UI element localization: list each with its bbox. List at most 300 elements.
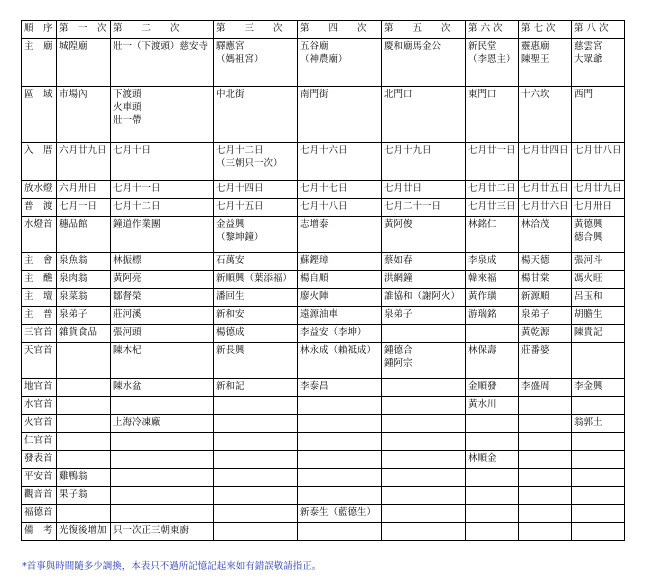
table-cell [298, 181, 382, 199]
cell-text: 黃作璜 [468, 291, 497, 302]
table-cell [298, 253, 382, 271]
table-row [22, 325, 625, 343]
cell-text: 七月十四日 [216, 183, 264, 194]
table-cell [519, 523, 572, 541]
cell-text: 七月廿九日 [574, 183, 622, 194]
cell-text: 東門口 [468, 89, 497, 100]
table-row [22, 217, 625, 253]
table-cell [57, 199, 111, 217]
column-header: 第 五 次 [382, 21, 466, 39]
table-cell [466, 87, 519, 143]
cell-text: 林保壽 [468, 345, 497, 356]
table-row [22, 289, 625, 307]
table-cell [57, 343, 111, 379]
cell-text: 黃乾源 [521, 327, 550, 338]
cell-text: 鄒督榮 [113, 291, 142, 302]
table-cell [214, 505, 298, 523]
table-cell [519, 87, 572, 143]
cell-text: 黃水川 [468, 399, 497, 410]
table-row [22, 343, 625, 379]
table-cell [382, 469, 466, 487]
cell-text: 金益興 [216, 219, 245, 230]
cell-text: 七月廿四日 [521, 145, 569, 156]
table-cell [466, 523, 519, 541]
table-row [22, 199, 625, 217]
table-cell [298, 87, 382, 143]
cell-text: 七月廿日 [384, 183, 423, 194]
column-header: 第 一 次 [57, 21, 111, 39]
cell-text: 韓來福 [468, 273, 497, 284]
cell-text: 泉弟子 [384, 309, 413, 320]
table-row [22, 87, 625, 143]
cell-text: 翁郭土 [574, 417, 603, 428]
table-cell [382, 505, 466, 523]
cell-text: 地官首 [24, 381, 53, 392]
cell-text: 備 考 [24, 525, 53, 536]
table-cell [111, 199, 214, 217]
cell-text: 七月廿二日 [468, 183, 516, 194]
cell-text: 李金興 [574, 381, 603, 392]
table-cell [298, 217, 382, 253]
table-cell [57, 253, 111, 271]
cell-text: 新長興 [216, 345, 245, 356]
row-label-cell [22, 487, 57, 505]
cell-text: （三朝只一次） [216, 158, 283, 169]
cell-text: （神農廟） [300, 54, 348, 65]
cell-text: 普 渡 [24, 201, 53, 212]
table-cell [214, 217, 298, 253]
table-cell [572, 217, 625, 253]
table-cell [214, 487, 298, 505]
cell-text: 雜貨食品 [59, 327, 98, 338]
table-cell [111, 253, 214, 271]
table-cell [214, 451, 298, 469]
table-cell [572, 469, 625, 487]
cell-text: 主 廟 [24, 41, 53, 52]
table-cell [519, 217, 572, 253]
table-cell [57, 217, 111, 253]
cell-text: 七月十二日 [113, 201, 161, 212]
table-cell [466, 487, 519, 505]
cell-text: 陳貴記 [574, 327, 603, 338]
cell-text: 林銘仁 [468, 219, 497, 230]
cell-text: 七月十五日 [216, 201, 264, 212]
table-row [22, 451, 625, 469]
table-cell [382, 325, 466, 343]
table-cell [382, 271, 466, 289]
cell-text: 潘回生 [216, 291, 245, 302]
table-cell [519, 397, 572, 415]
table-cell [572, 271, 625, 289]
cell-text: 黃德興 [574, 219, 603, 230]
table-cell [519, 325, 572, 343]
cell-text: 仁官首 [24, 435, 53, 446]
table-cell [519, 487, 572, 505]
table-row [22, 271, 625, 289]
table-cell [214, 39, 298, 87]
table-cell [519, 143, 572, 181]
table-cell [382, 289, 466, 307]
table-cell [111, 181, 214, 199]
cell-text: 壯一（下渡頭）慈安寺 [113, 41, 209, 52]
row-label-cell [22, 181, 57, 199]
cell-text: 泉魚翁 [59, 255, 88, 266]
table-cell [466, 307, 519, 325]
table-cell [466, 271, 519, 289]
table-cell [57, 379, 111, 397]
cell-text: 七月十二日 [216, 145, 264, 156]
table-cell [111, 343, 214, 379]
table-cell [519, 289, 572, 307]
cell-text: 泉弟子 [521, 309, 550, 320]
cell-text: 黃阿亮 [113, 273, 142, 284]
cell-text: 北門口 [384, 89, 413, 100]
table-cell [298, 523, 382, 541]
cell-text: 六月廿九日 [59, 145, 107, 156]
cell-text: 壯一帶 [113, 115, 142, 126]
cell-text: 七月十七日 [300, 183, 348, 194]
table-cell [57, 271, 111, 289]
table-cell [298, 397, 382, 415]
table-cell [382, 523, 466, 541]
table-cell [466, 253, 519, 271]
table-cell [572, 253, 625, 271]
cell-text: 七月二十一日 [384, 201, 442, 212]
column-header: 順 序 [22, 21, 57, 39]
cell-text: 穗品館 [59, 219, 88, 230]
row-label-cell [22, 451, 57, 469]
table-cell [519, 253, 572, 271]
table-cell [214, 271, 298, 289]
table-cell [466, 415, 519, 433]
table-cell [466, 143, 519, 181]
table-cell [111, 271, 214, 289]
table-cell [466, 39, 519, 87]
cell-text: 三官首 [24, 327, 53, 338]
row-label-cell [22, 343, 57, 379]
table-cell [572, 433, 625, 451]
cell-text: 七月十日 [113, 145, 152, 156]
table-cell [466, 433, 519, 451]
cell-text: 莊河溪 [113, 309, 142, 320]
cell-text: 西門 [574, 89, 594, 100]
cell-text: 馮火旺 [574, 273, 603, 284]
table-cell [519, 415, 572, 433]
table-cell [382, 39, 466, 87]
table-row [22, 505, 625, 523]
cell-text: 石萬安 [216, 255, 245, 266]
cell-text: 楊天德 [521, 255, 550, 266]
table-cell [298, 271, 382, 289]
cell-text: 七月廿一日 [468, 145, 516, 156]
cell-text: 遠源油車 [300, 309, 339, 320]
table-cell [519, 379, 572, 397]
table-cell [572, 505, 625, 523]
table-cell [214, 199, 298, 217]
cell-text: （媽祖宮） [216, 54, 264, 65]
cell-text: 林永成（賴祗成） [300, 345, 377, 356]
table-cell [298, 143, 382, 181]
table-cell [572, 451, 625, 469]
table-cell [466, 343, 519, 379]
cell-text: 七月十一日 [113, 183, 161, 194]
table-cell [466, 451, 519, 469]
table-cell [382, 143, 466, 181]
row-label-cell [22, 217, 57, 253]
cell-text: 洪網鐘 [384, 273, 413, 284]
table-cell [298, 39, 382, 87]
table-cell [57, 397, 111, 415]
row-label-cell [22, 415, 57, 433]
cell-text: 驛應宮 [216, 41, 245, 52]
cell-text: 光復後增加 [59, 525, 107, 536]
table-cell [519, 433, 572, 451]
cell-text: 入 厝 [24, 145, 53, 156]
cell-text: 楊自順 [300, 273, 329, 284]
cell-text: 六月卅日 [59, 183, 98, 194]
cell-text: 志增泰 [300, 219, 329, 230]
table-cell [111, 143, 214, 181]
table-cell [57, 325, 111, 343]
row-label-cell [22, 523, 57, 541]
table-cell [466, 379, 519, 397]
table-cell [519, 271, 572, 289]
cell-text: 張河頭 [113, 327, 142, 338]
cell-text: 李泰昌 [300, 381, 329, 392]
table-cell [57, 415, 111, 433]
table-cell [466, 199, 519, 217]
cell-text: 雞鴨翁 [59, 471, 88, 482]
cell-text: 游瑞銘 [468, 309, 497, 320]
table-cell [298, 199, 382, 217]
cell-text: 火官首 [24, 417, 53, 428]
table-cell [519, 39, 572, 87]
cell-text: 陳水盆 [113, 381, 142, 392]
cell-text: 下渡頭 [113, 89, 142, 100]
table-cell [466, 397, 519, 415]
table-cell [382, 451, 466, 469]
table-cell [214, 181, 298, 199]
cell-text: 大眾爺 [574, 54, 603, 65]
column-header: 第 四 次 [298, 21, 382, 39]
cell-text: 水官首 [24, 399, 53, 410]
table-cell [214, 523, 298, 541]
table-row [22, 143, 625, 181]
table-cell [572, 523, 625, 541]
cell-text: 楊德成 [216, 327, 245, 338]
table-cell [298, 289, 382, 307]
table-cell [382, 415, 466, 433]
table-cell [214, 469, 298, 487]
table-cell [57, 307, 111, 325]
cell-text: 福德首 [24, 507, 53, 518]
table-cell [298, 379, 382, 397]
table-cell [382, 379, 466, 397]
cell-text: 李泉成 [468, 255, 497, 266]
table-row [22, 487, 625, 505]
table-cell [519, 451, 572, 469]
table-body [22, 39, 625, 541]
cell-text: 新民堂 [468, 41, 497, 52]
cell-text: 李益安（李坤） [300, 327, 367, 338]
table-cell [214, 87, 298, 143]
cell-text: 七月十六日 [300, 145, 348, 156]
cell-text: 楊甘棠 [521, 273, 550, 284]
cell-text: 鍾阿宗 [384, 358, 413, 369]
cell-text: 莊番婆 [521, 345, 550, 356]
table-cell [519, 343, 572, 379]
table-cell [111, 217, 214, 253]
cell-text: 市場內 [59, 89, 88, 100]
table-cell [57, 143, 111, 181]
table-cell [111, 487, 214, 505]
header-row [22, 21, 625, 39]
column-header: 第 六 次 [466, 21, 519, 39]
table-cell [214, 253, 298, 271]
cell-text: 七月十八日 [300, 201, 348, 212]
table-cell [382, 343, 466, 379]
table-cell [57, 523, 111, 541]
table-cell [572, 379, 625, 397]
cell-text: 發表首 [24, 453, 53, 464]
table-cell [466, 469, 519, 487]
table-cell [572, 39, 625, 87]
table-cell [57, 487, 111, 505]
row-label-cell [22, 397, 57, 415]
cell-text: 水燈首 [24, 219, 53, 230]
table-cell [382, 217, 466, 253]
table-cell [519, 199, 572, 217]
table-row [22, 523, 625, 541]
table-row [22, 379, 625, 397]
table-cell [572, 307, 625, 325]
table-cell [298, 505, 382, 523]
row-label-cell [22, 271, 57, 289]
cell-text: 七月廿五日 [521, 183, 569, 194]
table-cell [214, 379, 298, 397]
table-cell [519, 469, 572, 487]
table-row [22, 397, 625, 415]
table-cell [382, 433, 466, 451]
cell-text: 金順發 [468, 381, 497, 392]
table-cell [466, 325, 519, 343]
cell-text: 誰協和（謝阿火） [384, 291, 461, 302]
cell-text: 林順金 [468, 453, 497, 464]
table-cell [298, 307, 382, 325]
table-cell [382, 253, 466, 271]
row-label-cell [22, 253, 57, 271]
table-cell [572, 143, 625, 181]
cell-text: 主 醮 [24, 273, 53, 284]
row-label-cell [22, 199, 57, 217]
row-label-cell [22, 469, 57, 487]
table-row [22, 415, 625, 433]
table-cell [298, 487, 382, 505]
row-label-cell [22, 289, 57, 307]
table-cell [214, 415, 298, 433]
cell-text: 果子翁 [59, 489, 88, 500]
cell-text: 蘇鏗璋 [300, 255, 329, 266]
table-cell [111, 289, 214, 307]
table-row [22, 307, 625, 325]
table-cell [57, 469, 111, 487]
table-cell [111, 325, 214, 343]
table-cell [57, 181, 111, 199]
table-cell [111, 523, 214, 541]
table-cell [298, 469, 382, 487]
table-cell [298, 325, 382, 343]
row-label-cell [22, 307, 57, 325]
table-cell [214, 433, 298, 451]
cell-text: 新源順 [521, 291, 550, 302]
table-cell [519, 307, 572, 325]
cell-text: 李盛周 [521, 381, 550, 392]
table-cell [382, 181, 466, 199]
cell-text: 陳聖王 [521, 54, 550, 65]
cell-text: 七月一日 [59, 201, 98, 212]
table-cell [214, 307, 298, 325]
cell-text: 七月廿六日 [521, 201, 569, 212]
cell-text: 七月十九日 [384, 145, 432, 156]
table-row [22, 469, 625, 487]
table-cell [57, 505, 111, 523]
cell-text: 胡膽生 [574, 309, 603, 320]
cell-text: 靈惠廟 [521, 41, 550, 52]
cell-text: 林振標 [113, 255, 142, 266]
cell-text: 慶和廟馬金公 [384, 41, 442, 52]
table-cell [572, 87, 625, 143]
table-cell [111, 87, 214, 143]
table-cell [572, 487, 625, 505]
cell-text: 呂玉和 [574, 291, 603, 302]
cell-text: 鐘道作業團 [113, 219, 161, 230]
table-cell [57, 87, 111, 143]
table-cell [57, 289, 111, 307]
cell-text: 黃阿俊 [384, 219, 413, 230]
cell-text: 陳木杞 [113, 345, 142, 356]
cell-text: 七月廿三日 [468, 201, 516, 212]
table-cell [382, 87, 466, 143]
cell-text: 林洽茂 [521, 219, 550, 230]
table-cell [466, 181, 519, 199]
table-cell [214, 343, 298, 379]
cell-text: 蔡如春 [384, 255, 413, 266]
cell-text: 上海冷凍廠 [113, 417, 161, 428]
table-cell [214, 289, 298, 307]
table-row [22, 39, 625, 87]
table-cell [57, 433, 111, 451]
table-cell [298, 415, 382, 433]
table-cell [111, 451, 214, 469]
table-cell [519, 181, 572, 199]
cell-text: 七月卅日 [574, 201, 613, 212]
cell-text: 主 壇 [24, 291, 53, 302]
cell-text: 主 普 [24, 309, 53, 320]
table-cell [466, 289, 519, 307]
table-cell [466, 505, 519, 523]
cell-text: 新和安 [216, 309, 245, 320]
cell-text: 火車頭 [113, 102, 142, 113]
row-label-cell [22, 379, 57, 397]
column-header: 第 八 次 [572, 21, 625, 39]
table-cell [214, 397, 298, 415]
column-header: 第 二 次 [111, 21, 214, 39]
table-cell [111, 433, 214, 451]
row-label-cell [22, 505, 57, 523]
table-cell [572, 343, 625, 379]
table-cell [519, 505, 572, 523]
table-cell [111, 505, 214, 523]
